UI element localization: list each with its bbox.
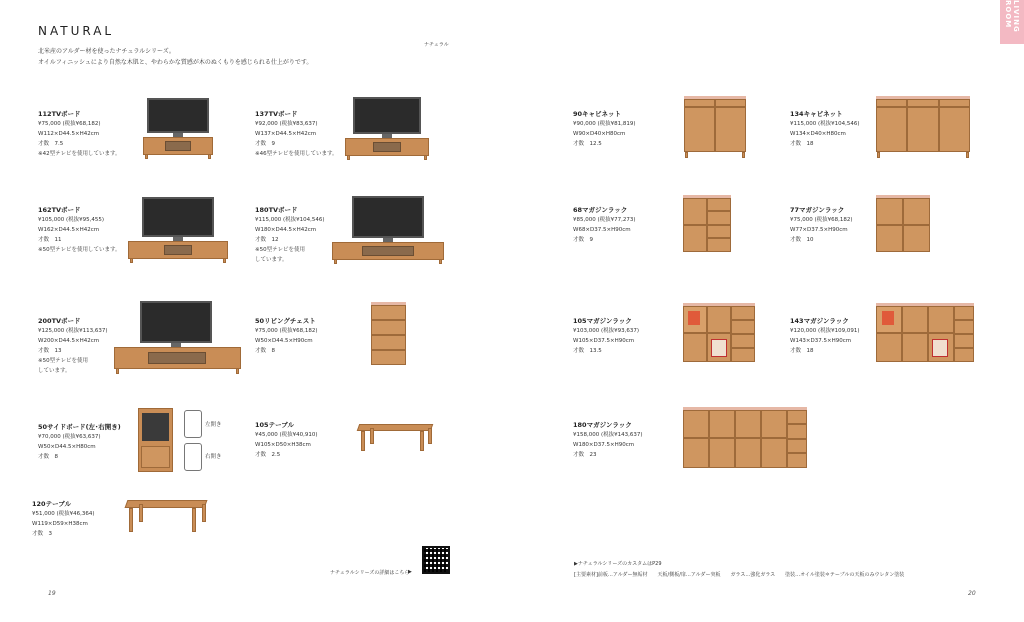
- product-price: ¥125,000 (税抜¥113,637): [38, 328, 108, 334]
- table-105-image: [358, 424, 432, 454]
- product-name: 105テーブル: [255, 421, 294, 429]
- product-77-magazine-rack: [790, 205, 853, 245]
- table-120-image: [126, 500, 206, 534]
- product-price: ¥158,000 (税抜¥143,637): [573, 432, 643, 438]
- product-name: 180TVボード: [255, 206, 298, 214]
- magazine-rack-143-image: [876, 303, 974, 365]
- tv-board-162-image: [128, 197, 228, 267]
- product-qty: 才数 12: [255, 237, 279, 243]
- magazine-rack-105-image: [683, 303, 755, 365]
- product-note: ※42型テレビを使用しています。: [38, 151, 121, 157]
- product-name: 200TVボード: [38, 317, 81, 325]
- product-name: 180マガジンラック: [573, 421, 632, 429]
- product-180tv: [255, 205, 325, 265]
- sideboard-image: [138, 408, 173, 472]
- product-200tv: [38, 316, 108, 376]
- product-price: ¥75,000 (税抜¥68,182): [255, 328, 318, 334]
- tv-board-200-image: [114, 301, 241, 377]
- product-qty: 才数 12.5: [573, 141, 602, 147]
- product-name: 143マガジンラック: [790, 317, 849, 325]
- product-134-cabinet: [790, 109, 860, 149]
- tv-board-112-image: [143, 98, 213, 160]
- product-name: 134キャビネット: [790, 110, 843, 118]
- product-105-magazine-rack: [573, 316, 639, 356]
- qr-caption: ナチュラルシリーズの詳細はこちら: [330, 570, 410, 576]
- product-qty: 才数 9: [573, 237, 593, 243]
- magazine-rack-180-image: [683, 407, 807, 471]
- product-name: 77マガジンラック: [790, 206, 845, 214]
- intro-line-1: 北米産のアルダー材を使ったナチュラルシリーズ。: [38, 48, 175, 55]
- product-qty: 才数 13.5: [573, 348, 602, 354]
- product-price: ¥75,000 (税抜¥68,182): [38, 121, 101, 127]
- product-137tv: [255, 109, 338, 159]
- product-note: ※50型テレビを使用: [255, 247, 305, 253]
- product-qty: 才数 8: [255, 348, 275, 354]
- product-size: W162×D44.5×H42cm: [38, 227, 100, 233]
- product-note-2: しています。: [255, 257, 288, 263]
- product-size: W50×D44.5×H90cm: [255, 338, 313, 344]
- right-opening-diagram: [184, 443, 202, 471]
- product-105-table: [255, 420, 318, 460]
- product-size: W180×D37.5×H90cm: [573, 442, 635, 448]
- page-number-left: 19: [48, 590, 56, 597]
- qr-code[interactable]: [422, 546, 450, 574]
- cabinet-90-image: [684, 96, 746, 158]
- intro-line-2: オイルフィニッシュにより自然な木肌と、やわらかな質感が木のぬくもりを感じられる仕上がりです。: [38, 59, 313, 66]
- product-qty: 才数 2.5: [255, 452, 281, 458]
- product-note-2: しています。: [38, 368, 71, 374]
- product-price: ¥90,000 (税抜¥81,819): [573, 121, 636, 127]
- product-size: W137×D44.5×H42cm: [255, 131, 317, 137]
- product-qty: 才数 13: [38, 348, 62, 354]
- product-112tv: [38, 109, 121, 159]
- tv-board-137-image: [345, 97, 429, 162]
- product-143-magazine-rack: [790, 316, 860, 356]
- product-name: 50リビングチェスト: [255, 317, 316, 325]
- product-price: ¥45,000 (税抜¥40,910): [255, 432, 318, 438]
- title-kana: ナチュラル: [424, 42, 449, 48]
- section-tab: [1000, 0, 1024, 44]
- product-price: ¥120,000 (税抜¥109,091): [790, 328, 860, 334]
- product-size: W68×D37.5×H90cm: [573, 227, 631, 233]
- product-size: W77×D37.5×H90cm: [790, 227, 848, 233]
- product-name: 68マガジンラック: [573, 206, 628, 214]
- product-50-chest: [255, 316, 318, 356]
- product-size: W105×D37.5×H90cm: [573, 338, 635, 344]
- product-qty: 才数 23: [573, 452, 597, 458]
- page-title: NATURAL: [38, 24, 115, 38]
- product-name: 105マガジンラック: [573, 317, 632, 325]
- magazine-rack-77-image: [876, 195, 930, 253]
- left-opening-label: 左開き: [205, 422, 222, 428]
- magazine-rack-68-image: [683, 195, 731, 253]
- product-qty: 才数 18: [790, 348, 814, 354]
- product-size: W50×D44.5×H80cm: [38, 444, 96, 450]
- product-size: W105×D50×H38cm: [255, 442, 311, 448]
- product-162tv: [38, 205, 121, 255]
- product-qty: 才数 9: [255, 141, 275, 147]
- product-name: 90キャビネット: [573, 110, 622, 118]
- product-price: ¥115,000 (税抜¥104,546): [255, 217, 325, 223]
- product-name: 162TVボード: [38, 206, 81, 214]
- product-name: 137TVボード: [255, 110, 298, 118]
- section-tab-label: LIVING ROOM: [1004, 0, 1020, 33]
- product-qty: 才数 11: [38, 237, 62, 243]
- materials-note: [主要素材]前板…アルダー無垢材 天板/側板/扉…アルダー突板 ガラス…強化ガラス 塗装…オイル塗装＊テーブルの天板のみウレタン塗装: [574, 572, 905, 578]
- product-name: 50サイドボード(左･右開き): [38, 423, 121, 431]
- product-68-magazine-rack: [573, 205, 636, 245]
- product-120-table: [32, 499, 95, 539]
- product-price: ¥92,000 (税抜¥83,637): [255, 121, 318, 127]
- arrow-icon: ▶: [408, 569, 412, 575]
- product-price: ¥75,000 (税抜¥68,182): [790, 217, 853, 223]
- product-name: 112TVボード: [38, 110, 81, 118]
- product-size: W200×D44.5×H42cm: [38, 338, 100, 344]
- right-opening-label: 右開き: [205, 454, 222, 460]
- product-size: W134×D40×H80cm: [790, 131, 846, 137]
- product-90-cabinet: [573, 109, 636, 149]
- product-size: W90×D40×H80cm: [573, 131, 626, 137]
- custom-note[interactable]: ▶ナチュラルシリーズのカスタムはP29: [574, 561, 662, 567]
- product-size: W180×D44.5×H42cm: [255, 227, 317, 233]
- cabinet-134-image: [876, 96, 970, 158]
- product-50-sideboard: [38, 422, 121, 462]
- living-chest-image: [371, 302, 406, 368]
- product-size: W112×D44.5×H42cm: [38, 131, 100, 137]
- product-price: ¥70,000 (税抜¥63,637): [38, 434, 101, 440]
- product-price: ¥85,000 (税抜¥77,273): [573, 217, 636, 223]
- product-size: W143×D37.5×H90cm: [790, 338, 852, 344]
- left-opening-diagram: [184, 410, 202, 438]
- product-price: ¥51,000 (税抜¥46,364): [32, 511, 95, 517]
- product-note: ※50型テレビを使用: [38, 358, 88, 364]
- product-price: ¥115,000 (税抜¥104,546): [790, 121, 860, 127]
- tv-board-180-image: [332, 196, 444, 268]
- product-qty: 才数 18: [790, 141, 814, 147]
- product-qty: 才数 7.5: [38, 141, 64, 147]
- product-qty: 才数 3: [32, 531, 52, 537]
- product-qty: 才数 10: [790, 237, 814, 243]
- product-180-magazine-rack: [573, 420, 643, 460]
- product-price: ¥103,000 (税抜¥93,637): [573, 328, 640, 334]
- product-name: 120テーブル: [32, 500, 71, 508]
- page-number-right: 20: [968, 590, 976, 597]
- product-note: ※46型テレビを使用しています。: [255, 151, 338, 157]
- product-note: ※50型テレビを使用しています。: [38, 247, 121, 253]
- product-qty: 才数 8: [38, 454, 58, 460]
- product-size: W119×D59×H38cm: [32, 521, 88, 527]
- product-price: ¥105,000 (税抜¥95,455): [38, 217, 105, 223]
